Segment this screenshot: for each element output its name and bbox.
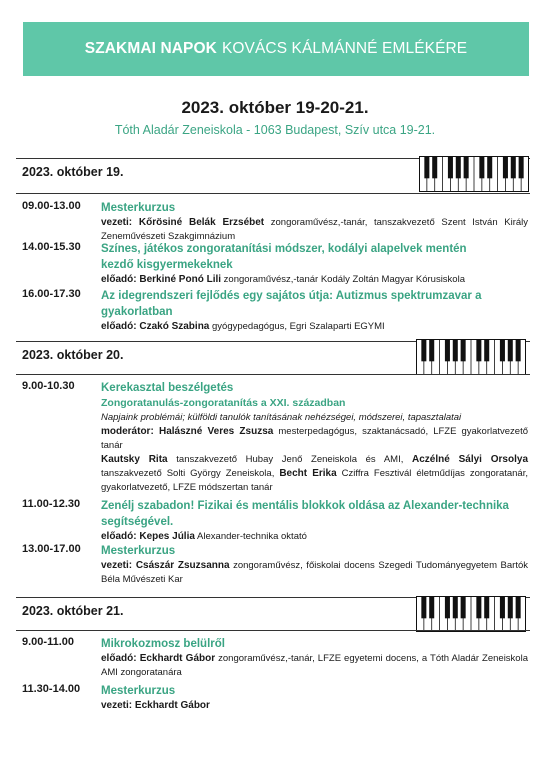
event-title: Mesterkurzus bbox=[101, 202, 176, 214]
schedule-item bbox=[22, 683, 528, 713]
schedule-item bbox=[22, 498, 528, 544]
schedule-item bbox=[22, 543, 528, 587]
event-title: Zenélj szabadon! Fizikai és mentális blokkok oldása az Alexander-technika segítségével. bbox=[101, 500, 509, 528]
event-time: 14.00-15.30 bbox=[22, 241, 81, 253]
event-title: Mesterkurzus bbox=[101, 685, 176, 697]
event-title: Mikrokozmosz belülről bbox=[101, 638, 225, 650]
event-time: 9.00-11.00 bbox=[22, 636, 74, 648]
event-panelists: Kautsky Rita tanszakvezető Hubay Jenő Zeneiskola és AMI, Aczélné Sályi Orsolya tanszakvezető Solti György Zeneiskola, Becht Erika Cziffra Fesztivál életműdíjas zongoratanár, gyakorlatvezető, LFZE módszertan tanár bbox=[101, 454, 528, 493]
event-moderator: moderátor: Halászné Veres Zsuzsa mesterpedagógus, szaktanácsadó, LFZE gyakorlatvezető tanár bbox=[101, 426, 529, 451]
piano-keys-icon bbox=[416, 339, 526, 375]
day-divider bbox=[16, 193, 530, 194]
event-time: 09.00-13.00 bbox=[22, 200, 81, 212]
piano-keys-icon bbox=[419, 156, 529, 192]
event-time: 13.00-17.00 bbox=[22, 543, 81, 555]
event-presenter: előadó: Berkiné Ponó Lili zongoraművész,-tanár Kodály Zoltán Magyar Kórusiskola bbox=[101, 274, 465, 285]
schedule-item bbox=[22, 200, 528, 244]
event-title: Kerekasztal beszélgetés bbox=[101, 382, 234, 394]
event-presenter: előadó: Kepes Júlia Alexander-technika oktató bbox=[101, 531, 307, 542]
banner-title-rest: KOVÁCS KÁLMÁNNÉ EMLÉKÉRE bbox=[221, 40, 468, 57]
event-title: Színes, játékos zongoratanítási módszer, kodályi alapelvek mentén kezdő kisgyermekeknek bbox=[101, 243, 467, 271]
event-time: 9.00-10.30 bbox=[22, 380, 75, 392]
schedule-item bbox=[22, 241, 528, 287]
event-subtitle: Zongoratanulás-zongoratanítás a XXI. században bbox=[101, 397, 346, 409]
title-banner bbox=[23, 22, 529, 76]
venue: Tóth Aladár Zeneiskola - 1063 Budapest, Szív utca 19-21. bbox=[114, 123, 436, 137]
piano-keys-icon bbox=[416, 596, 526, 632]
event-time: 16.00-17.30 bbox=[22, 288, 81, 300]
day-divider bbox=[16, 374, 530, 375]
event-presenter: vezeti: Császár Zsuzsanna zongoraművész, főiskolai docens Szegedi Tudományegyetem Bartók Béla Művészeti Kar bbox=[101, 560, 528, 585]
day-divider bbox=[16, 630, 530, 631]
event-time: 11.00-12.30 bbox=[22, 498, 81, 510]
event-presenter: vezeti: Eckhardt Gábor bbox=[101, 700, 210, 711]
day-title: 2023. október 20. bbox=[22, 348, 124, 362]
event-title: Mesterkurzus bbox=[101, 545, 176, 557]
day-title: 2023. október 21. bbox=[22, 604, 124, 618]
schedule-item bbox=[22, 636, 528, 680]
event-topics: Napjaink problémái; külföldi tanulók tanításának nehézségei, módszerei, tapasztalatai bbox=[101, 412, 462, 423]
event-dates: 2023. október 19-20-21. bbox=[181, 98, 369, 117]
event-title: Az idegrendszeri fejlődés egy sajátos útja: Autizmus spektrumzavar a gyakorlatban bbox=[101, 290, 482, 318]
event-presenter: vezeti: Kőrösiné Belák Erzsébet zongoraművész,-tanár, tanszakvezető Szent István Király Zeneművészeti Szakgimnázium bbox=[101, 217, 528, 242]
event-presenter: előadó: Eckhardt Gábor zongoraművész,-tanár, LFZE egyetemi docens, a Tóth Aladár Zeneiskola AMI zongoratanára bbox=[101, 653, 528, 678]
banner-title-bold: SZAKMAI NAPOK bbox=[84, 40, 217, 57]
event-presenter: előadó: Czakó Szabina gyógypedagógus, Egri Szalaparti EGYMI bbox=[101, 321, 385, 332]
day-title: 2023. október 19. bbox=[22, 165, 124, 179]
event-time: 11.30-14.00 bbox=[22, 683, 81, 695]
schedule-item bbox=[22, 380, 528, 495]
schedule-item bbox=[22, 288, 528, 334]
